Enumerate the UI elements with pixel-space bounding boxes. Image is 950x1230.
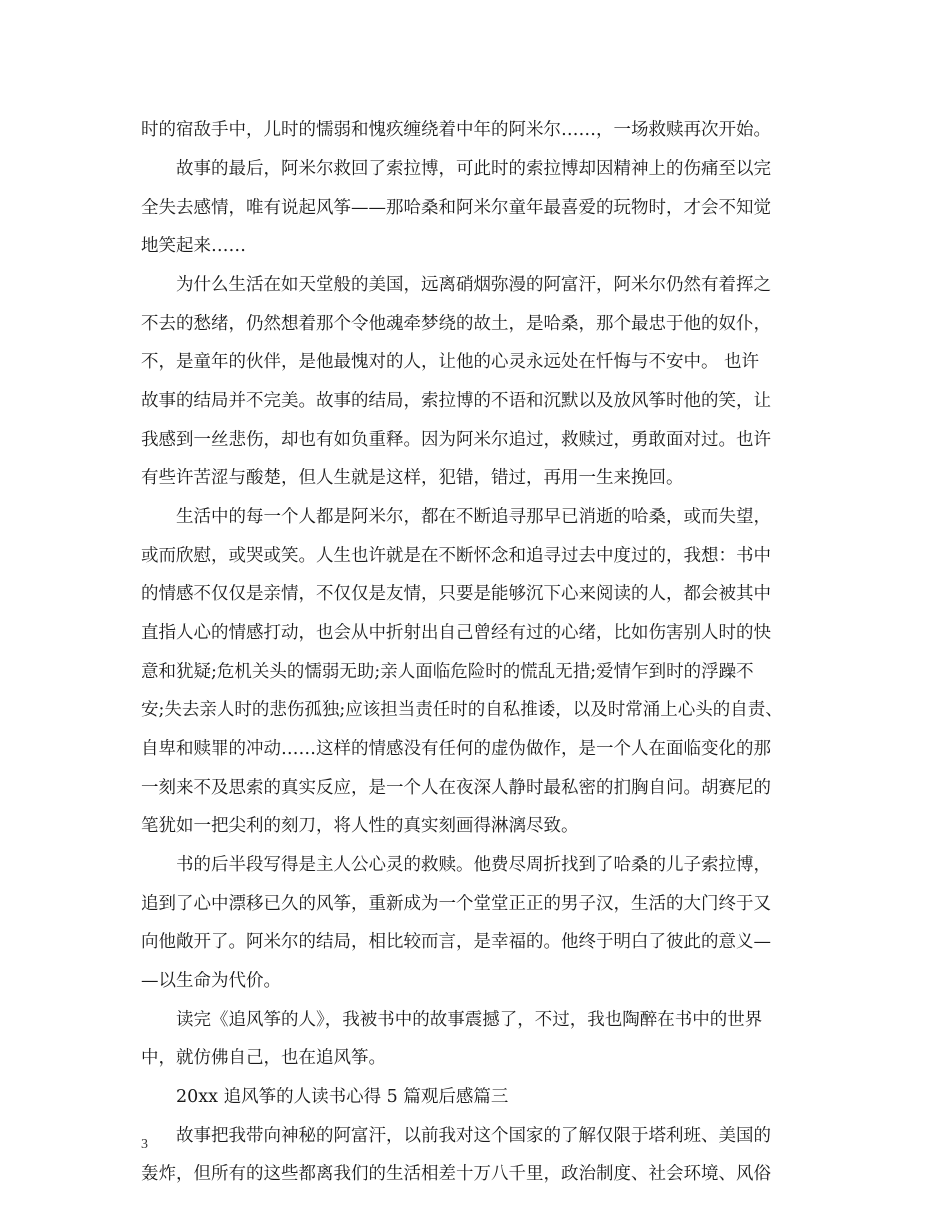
text-line: 一刻来不及思索的真实反应，是一个人在夜深人静时最私密的扪胸自问。胡赛尼的 xyxy=(141,778,771,798)
text-line: 为什么生活在如天堂般的美国，远离硝烟弥漫的阿富汗，阿米尔仍然有着挥之 xyxy=(176,275,771,295)
text-line: 有些许苦涩与酸楚，但人生就是这样，犯错，错过，再用一生来挽回。 xyxy=(141,468,684,488)
text-line: 向他敞开了。阿米尔的结局，相比较而言，是幸福的。他终于明白了彼此的意义— xyxy=(141,932,771,952)
text-line: 全失去感情，唯有说起风筝——那哈桑和阿米尔童年最喜爱的玩物时，才会不知觉 xyxy=(141,198,771,218)
text-line: 追到了心中漂移已久的风筝，重新成为一个堂堂正正的男子汉，生活的大门终于又 xyxy=(141,894,771,914)
text-line: 不，是童年的伙伴，是他最愧对的人，让他的心灵永远处在忏悔与不安中。 也许 xyxy=(141,352,760,372)
text-line: 书的后半段写得是主人公心灵的救赎。他费尽周折找到了哈桑的儿子索拉博， xyxy=(176,855,771,875)
text-line: 地笑起来…… xyxy=(141,236,246,256)
page-number: 3 xyxy=(141,1137,148,1152)
text-line: 轰炸，但所有的这些都离我们的生活相差十万八千里，政治制度、社会环境、风俗 xyxy=(141,1164,771,1184)
section-heading: 20xx 追风筝的人读书心得 5 篇观后感篇三 xyxy=(176,1087,509,1107)
text-line: 故事把我带向神秘的阿富汗，以前我对这个国家的了解仅限于塔利班、美国的 xyxy=(176,1126,771,1146)
text-line: 或而欣慰，或哭或笑。人生也许就是在不断怀念和追寻过去中度过的，我想：书中 xyxy=(141,546,771,566)
text-line: 的情感不仅仅是亲情，不仅仅是友情，只要是能够沉下心来阅读的人，都会被其中 xyxy=(141,584,771,604)
text-line: 自卑和赎罪的冲动……这样的情感没有任何的虚伪做作，是一个人在面临变化的那 xyxy=(141,739,771,759)
text-line: 笔犹如一把尖利的刻刀，将人性的真实刻画得淋漓尽致。 xyxy=(141,816,579,836)
text-line: 中，就仿佛自己，也在追风筝。 xyxy=(141,1048,386,1068)
text-line: —以生命为代价。 xyxy=(141,971,281,991)
text-line: 读完《追风筝的人》，我被书中的故事震撼了，不过，我也陶醉在书中的世界 xyxy=(176,1010,763,1030)
text-line: 意和犹疑;危机关头的懦弱无助;亲人面临危险时的慌乱无措;爱情乍到时的浮躁不 xyxy=(141,662,754,682)
text-line: 生活中的每一个人都是阿米尔，都在不断追寻那早已消逝的哈桑，或而失望， xyxy=(176,507,771,527)
text-line: 直指人心的情感打动，也会从中折射出自己曾经有过的心绪，比如伤害别人时的快 xyxy=(141,623,771,643)
text-line: 我感到一丝悲伤，却也有如负重释。因为阿米尔追过，救赎过，勇敢面对过。也许 xyxy=(141,430,771,450)
text-line: 安;失去亲人时的悲伤孤独;应该担当责任时的自私推诿，以及时常涌上心头的自责、 xyxy=(141,700,783,720)
text-line: 故事的最后，阿米尔救回了索拉博，可此时的索拉博却因精神上的伤痛至以完 xyxy=(176,159,771,179)
text-line: 时的宿敌手中，儿时的懦弱和愧疚缠绕着中年的阿米尔……，一场救赎再次开始。 xyxy=(141,120,771,140)
text-line: 故事的结局并不完美。故事的结局，索拉博的不语和沉默以及放风筝时他的笑，让 xyxy=(141,391,771,411)
text-line: 不去的愁绪，仍然想着那个令他魂牵梦绕的故土，是哈桑，那个最忠于他的奴仆， xyxy=(141,314,771,334)
